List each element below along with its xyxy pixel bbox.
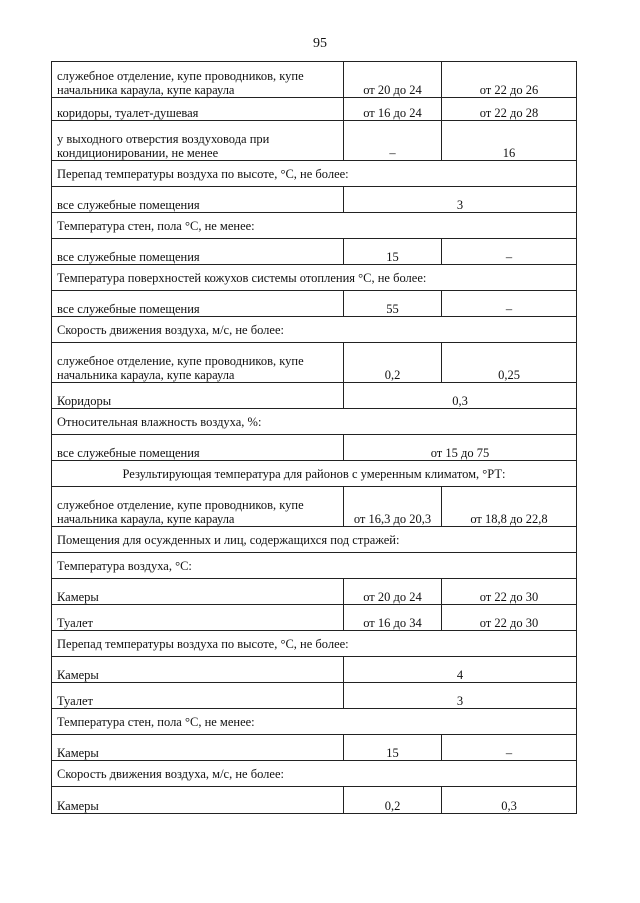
table-row <box>52 265 577 291</box>
table-row <box>52 553 577 579</box>
row-label: все служебные помещения <box>52 187 344 213</box>
table-row <box>52 161 577 187</box>
row-label: все служебные помещения <box>52 239 344 265</box>
requirements-table <box>51 61 577 814</box>
row-label: Камеры <box>52 735 344 761</box>
table-row <box>52 187 577 213</box>
table-row <box>52 487 577 527</box>
value-cell-merged: 3 <box>344 187 577 213</box>
section-heading: Результирующая температура для районов с умеренным климатом, °РТ: <box>52 461 577 487</box>
table-row <box>52 343 577 383</box>
value-cell-1: 55 <box>344 291 442 317</box>
table-row <box>52 317 577 343</box>
row-label: служебное отделение, купе проводников, купе начальника караула, купе караула <box>52 487 344 527</box>
table-row <box>52 787 577 814</box>
value-cell-1: от 20 до 24 <box>344 579 442 605</box>
row-label: Камеры <box>52 657 344 683</box>
table-row <box>52 435 577 461</box>
table-row <box>52 383 577 409</box>
table-row <box>52 761 577 787</box>
table-row <box>52 239 577 265</box>
value-cell-2: – <box>442 735 577 761</box>
row-label: все служебные помещения <box>52 291 344 317</box>
value-cell-2: от 22 до 30 <box>442 605 577 631</box>
value-cell-2: 0,3 <box>442 787 577 814</box>
section-heading: Относительная влажность воздуха, %: <box>52 409 577 435</box>
section-heading: Перепад температуры воздуха по высоте, °С, не более: <box>52 161 577 187</box>
table-row <box>52 409 577 435</box>
value-cell-1: 0,2 <box>344 343 442 383</box>
table-row <box>52 579 577 605</box>
table-row <box>52 735 577 761</box>
value-cell-merged: от 15 до 75 <box>344 435 577 461</box>
value-cell-2: – <box>442 239 577 265</box>
section-heading: Температура стен, пола °С, не менее: <box>52 709 577 735</box>
value-cell-2: – <box>442 291 577 317</box>
table-row <box>52 631 577 657</box>
value-cell-1: от 16 до 34 <box>344 605 442 631</box>
section-heading: Температура воздуха, °С: <box>52 553 577 579</box>
value-cell-1: 15 <box>344 239 442 265</box>
value-cell-1: 15 <box>344 735 442 761</box>
value-cell-1: 0,2 <box>344 787 442 814</box>
table-row <box>52 213 577 239</box>
section-heading: Температура стен, пола °С, не менее: <box>52 213 577 239</box>
value-cell-2: от 22 до 30 <box>442 579 577 605</box>
row-label: у выходного отверстия воздуховода при кондиционировании, не менее <box>52 121 344 161</box>
table-row <box>52 291 577 317</box>
row-label: коридоры, туалет-душевая <box>52 98 344 121</box>
section-heading: Скорость движения воздуха, м/с, не более: <box>52 761 577 787</box>
row-label: Камеры <box>52 579 344 605</box>
row-label: все служебные помещения <box>52 435 344 461</box>
row-label: служебное отделение, купе проводников, купе начальника караула, купе караула <box>52 62 344 98</box>
table-row <box>52 605 577 631</box>
section-heading: Перепад температуры воздуха по высоте, °С, не более: <box>52 631 577 657</box>
value-cell-1: – <box>344 121 442 161</box>
value-cell-1: от 16,3 до 20,3 <box>344 487 442 527</box>
table-row <box>52 657 577 683</box>
requirements-table-body <box>52 62 577 814</box>
page-number: 95 <box>313 36 327 51</box>
section-heading: Температура поверхностей кожухов системы отопления °С, не более: <box>52 265 577 291</box>
value-cell-2: 16 <box>442 121 577 161</box>
section-heading: Скорость движения воздуха, м/с, не более: <box>52 317 577 343</box>
row-label: Камеры <box>52 787 344 814</box>
value-cell-2: 0,25 <box>442 343 577 383</box>
value-cell-2: от 22 до 26 <box>442 62 577 98</box>
row-label: Туалет <box>52 683 344 709</box>
value-cell-merged: 4 <box>344 657 577 683</box>
value-cell-2: от 18,8 до 22,8 <box>442 487 577 527</box>
row-label: Туалет <box>52 605 344 631</box>
table-row <box>52 121 577 161</box>
value-cell-1: от 20 до 24 <box>344 62 442 98</box>
value-cell-merged: 0,3 <box>344 383 577 409</box>
table-row <box>52 527 577 553</box>
value-cell-merged: 3 <box>344 683 577 709</box>
table-row <box>52 709 577 735</box>
row-label: служебное отделение, купе проводников, купе начальника караула, купе караула <box>52 343 344 383</box>
table-row <box>52 62 577 98</box>
section-heading: Помещения для осужденных и лиц, содержащихся под стражей: <box>52 527 577 553</box>
value-cell-1: от 16 до 24 <box>344 98 442 121</box>
value-cell-2: от 22 до 28 <box>442 98 577 121</box>
table-row <box>52 461 577 487</box>
table-row <box>52 98 577 121</box>
table-row <box>52 683 577 709</box>
row-label: Коридоры <box>52 383 344 409</box>
